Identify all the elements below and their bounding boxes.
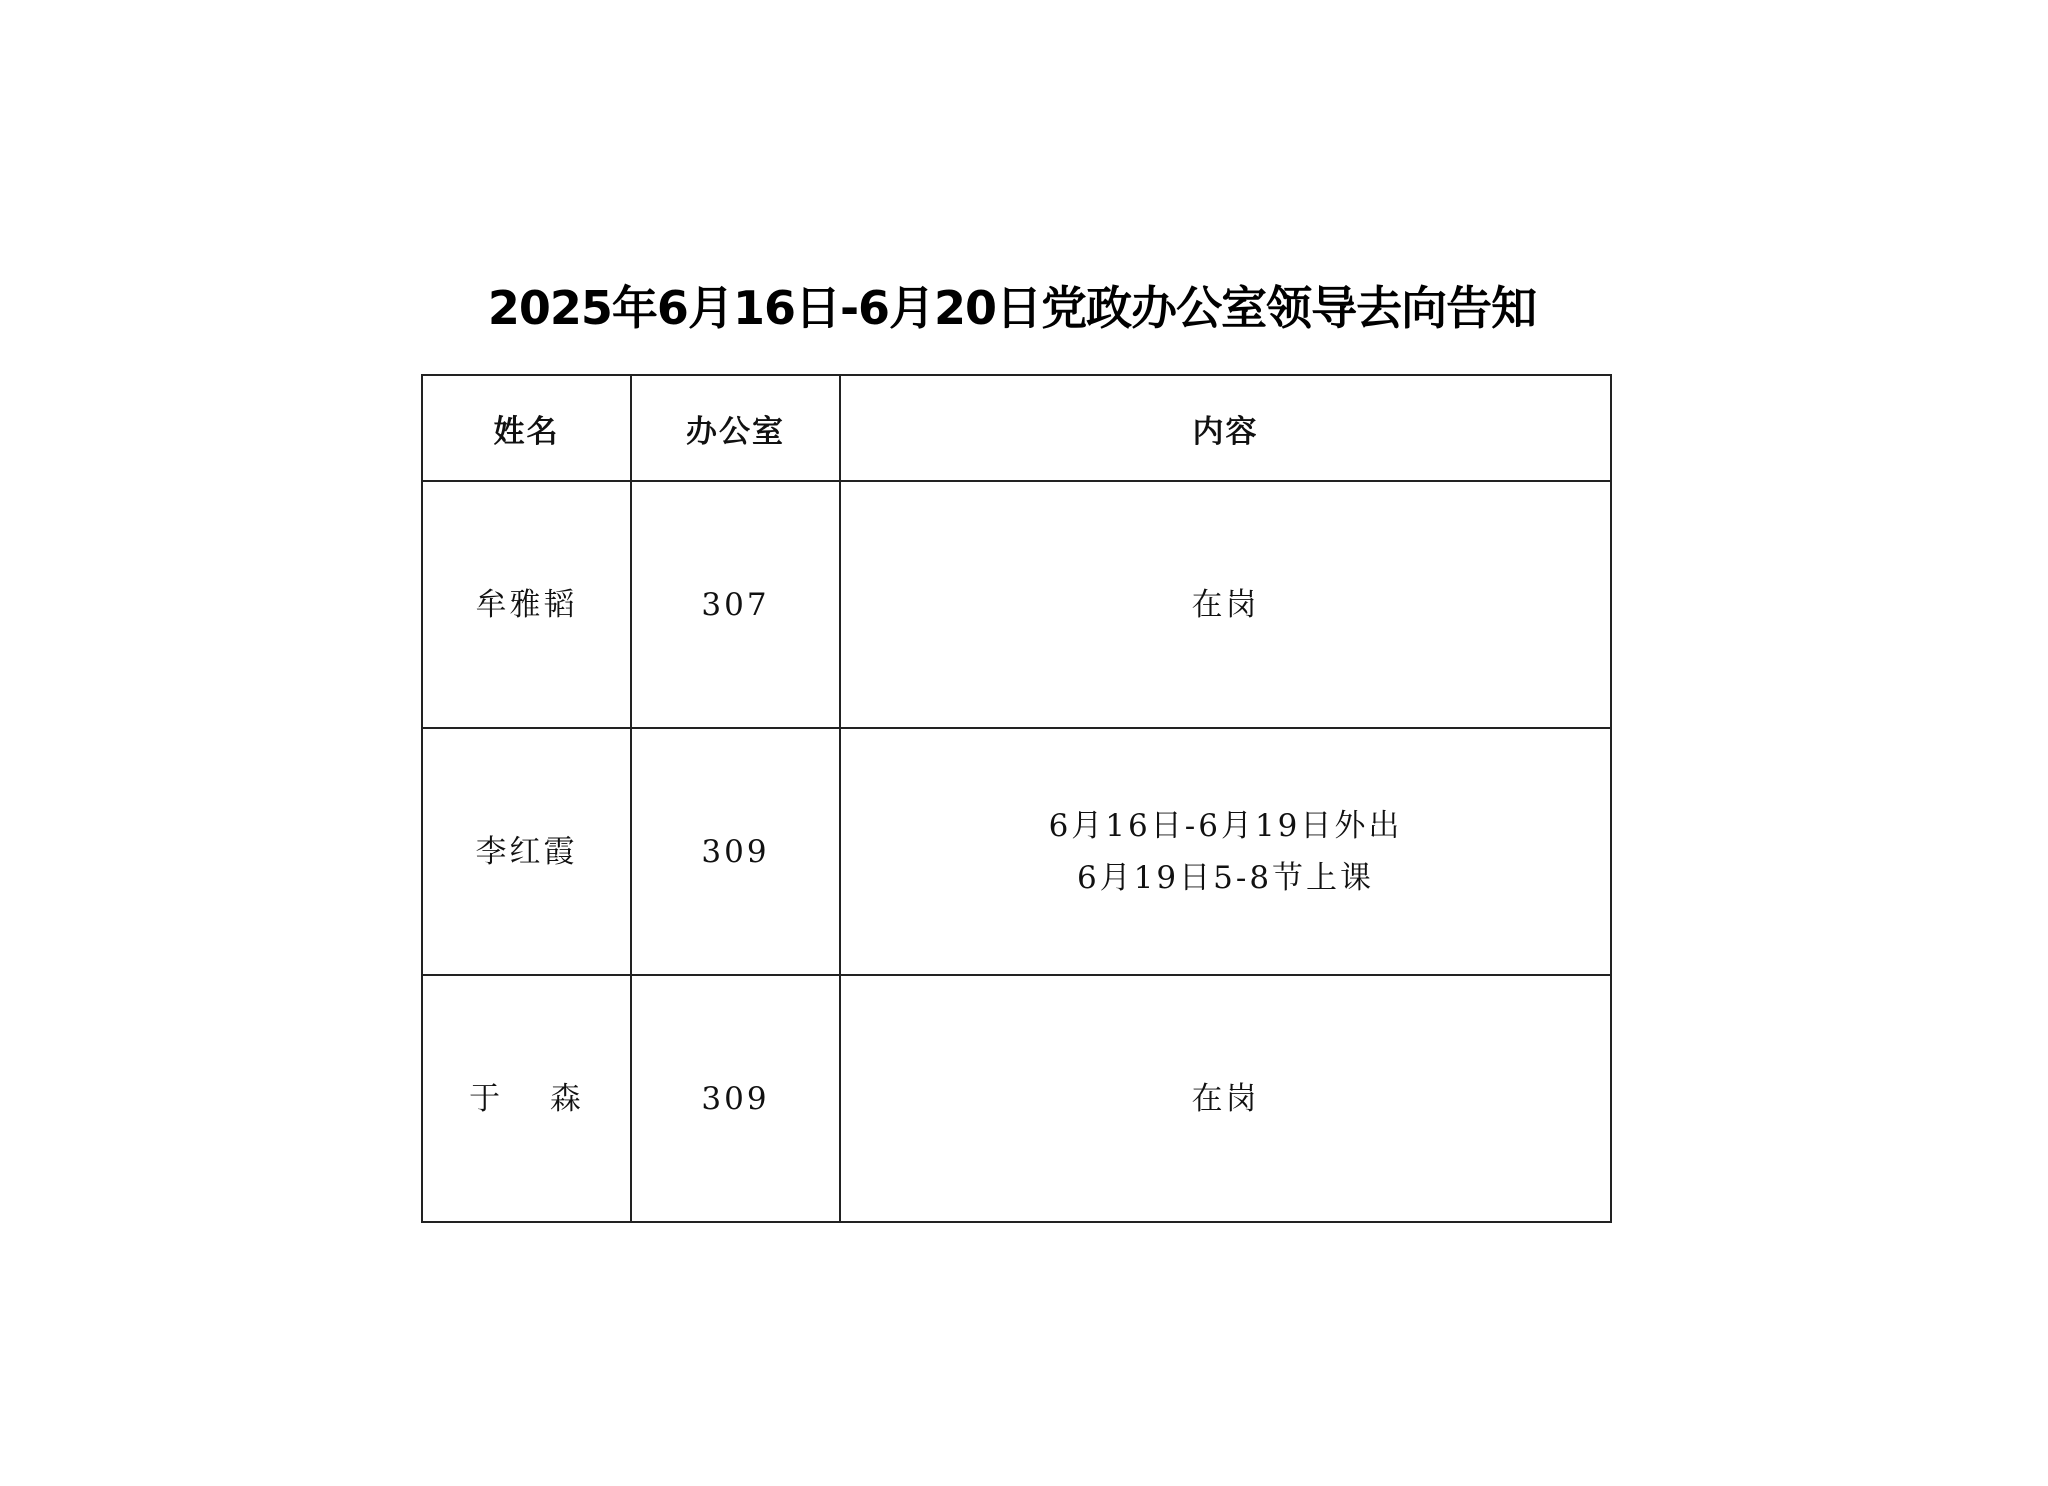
page-title: 2025年6月16日-6月20日党政办公室领导去向告知 xyxy=(487,281,1537,335)
cell-name: 牟雅韬 xyxy=(422,481,631,728)
cell-name: 于 森 xyxy=(422,975,631,1222)
content-line: 6月19日5-8节上课 xyxy=(1076,859,1375,896)
content-line: 在岗 xyxy=(1191,1080,1260,1117)
cell-content xyxy=(840,975,1611,1222)
content-line: 在岗 xyxy=(1191,586,1260,623)
cell-content xyxy=(840,728,1611,975)
leader-whereabouts-table xyxy=(421,374,1612,1223)
header-name: 姓名 xyxy=(422,375,631,481)
cell-name: 李红霞 xyxy=(422,728,631,975)
table-header-row xyxy=(422,375,1611,481)
content-line: 6月16日-6月19日外出 xyxy=(1048,807,1403,844)
cell-office: 309 xyxy=(631,975,840,1222)
cell-office: 309 xyxy=(631,728,840,975)
cell-office: 307 xyxy=(631,481,840,728)
header-content: 内容 xyxy=(840,375,1611,481)
cell-content xyxy=(840,481,1611,728)
table-row xyxy=(422,728,1611,975)
table-row xyxy=(422,481,1611,728)
table-row xyxy=(422,975,1611,1222)
header-office: 办公室 xyxy=(631,375,840,481)
